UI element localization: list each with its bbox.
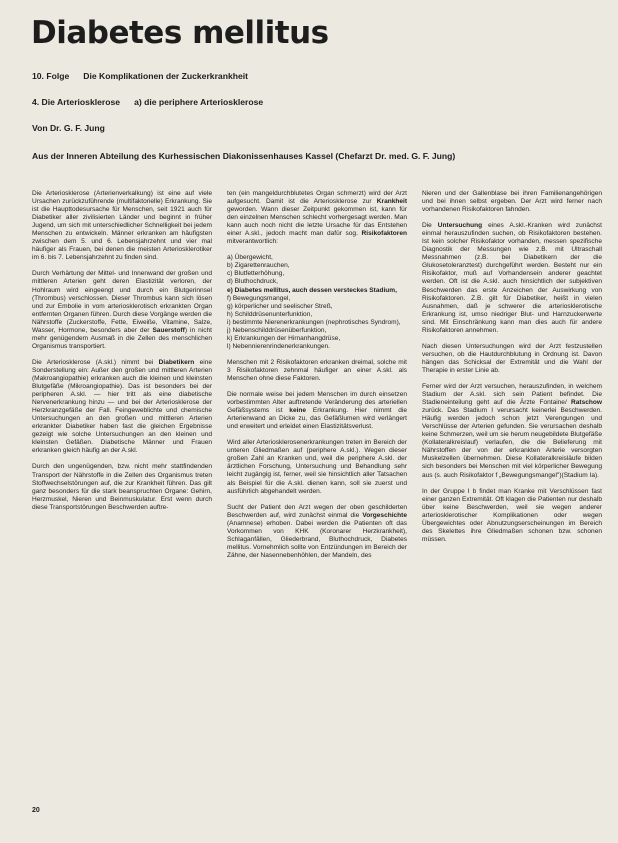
list-item: f) Bewegungsmangel, (227, 294, 291, 302)
paragraph: Nieren und der Gallenblase bei ihren Familienangehörigen und bei ihnen selbst ergeben. Der Arzt wird ferner nach vorhandenen Risikofaktoren fahnden. (422, 190, 602, 214)
paragraph: Die Arteriosklerose (Arterienverkalkung) ist eine auf viele Ursachen zurückzuführende (multifaktorielle) Erkrankung. Sie ist die Haupttodesursache für Menschen, seit 1921 auch für Diabetiker aller zivilisierten Länder und beginnt in früher Jugend, um sich mit unterschiedlicher Schnelligkeit bei jedem Menschen zu entwickeln. Männer erkranken am häufigsten zwischen dem 5. und 6. Lebensjahrzehnt und vier mal häufiger als Frauen, bei denen die meisten Arteriosklerotiker im 6. bis 7. Lebensjahrzehnt zu finden sind. (32, 190, 212, 262)
list-item: a) Übergewicht, (227, 254, 273, 262)
series-line (32, 71, 248, 82)
column-1 (32, 190, 212, 806)
article-body (32, 190, 602, 806)
list-item: j) Nebenschilddrüsenüberfunktion, (227, 326, 327, 334)
column-2 (227, 190, 407, 806)
paragraph: ten (ein mangeldurchblutetes Organ schmerzt) wird der Arzt aufgesucht. Damit ist die Arteriosklerose zur Krankheit geworden. Wann dieser Zeitpunkt gekommen ist, kann für den einzelnen Menschen schlecht vorhergesagt werden. Man kann auch noch nicht die letzte Ursache für das Entstehen einer A.skl., jedoch macht man dafür sog. Risikofaktoren mitverantwortlich: (227, 190, 407, 246)
list-item: i) bestimmte Nierenerkrankungen (nephrotisches Syndrom), (227, 318, 401, 326)
paragraph: Menschen mit 2 Risikofaktoren erkranken dreimal, solche mit 3 Risikofaktoren zehnmal häufiger an einer A.skl. als Menschen ohne diese Faktoren. (227, 358, 407, 382)
section-name: a) die periphere Arteriosklerose (134, 97, 264, 107)
paragraph: Die Untersuchung eines A.skl.-Kranken wird zunächst einmal herauszufinden suchen, ob Risikofaktoren bestehen. Ist kein solcher Risikofaktor vorhanden, messen spezifische Diagnostik der Messungen wie z.B. mit Ultraschall Messnahmen (z.B. bei Diabetikern der die Glukosetoleranztest) durchgeführt werden. Besteht nur ein Risikofaktor, muß auf Vorhandensein anderer geachtet werden. Oft ist die A.skl. auch hinsichtlich der subjektiven Beschwerden das erste Anzeichen der Auswirkung von Risikofaktoren. Z.B. gilt für Diabetiker, heißt in vielen Ausnahmen, daß je schwerer die arteriosklerotische Erkrankung ist, umso niedriger Blut- und Harnzuckerwerte sind. Mit Einschränkung kann man dies auch für andere Risikofaktoren annehmen. (422, 222, 602, 334)
list-item: e) Diabetes mellitus, auch dessen versteckes Stadium, (227, 286, 397, 294)
chapter-line (32, 97, 263, 108)
risk-factor-list (227, 254, 407, 351)
article-title: Diabetes mellitus (31, 15, 329, 51)
paragraph: Wird aller Arteriosklerosenerkrankungen treten im Bereich der unteren Gliedmaßen auf (periphere A.skl.). Wegen dieser großen Zahl an Kranken und, weil die periphere A.skl. der ärztlichen Forschung, Untersuchung und Behandlung sehr leicht zugängig ist, ferner, weil sie hinsichtlich aller Tatsachen als Beispiel für die A.skl. dienen kann, soll sie zuerst und ausführlich abgehandelt werden. (227, 439, 407, 495)
paragraph: In der Gruppe I b findet man Kranke mit Verschlüssen fast einer ganzen Extremität. Oft klagen die Patienten nur deshalb über keine Beschwerden, weil sie wegen anderer arteriosklerotischer Komplikationen oder wegen Übergewichtes oder Abnutzungserscheinungen im Bereich des Skelettes ihre Gliedmaßen schonen bzw. schonen müssen. (422, 487, 602, 543)
paragraph: Die normale weise bei jedem Menschen im durch einsetzen vorbestimmten Alter auftretende Veränderung des arteriellen Gefäßsystems ist keine Erkrankung. Hier nimmt die Arterienwand an Dicke zu, das Gefäßlumen wird verlängert und erweitert und erleidet einen Elastizitätsverlust. (227, 391, 407, 431)
column-3 (422, 190, 602, 806)
list-item: b) Zigarettenrauchen, (227, 262, 290, 270)
paragraph: Die Arteriosklerose (A.skl.) nimmt bei Diabetikern eine Sonderstellung ein: Außer den großen und mittleren Arterien (Makroangiopathie) erkranken auch die kleinen und kleinsten Blutgefäße (Mikroangiopathie). Das ist besonders bei der peripheren A.skl. — hier tritt als eine diabetische Nervenerkrankung hinzu — und bei der Arteriosklerose der Herzkranzgefäße der Fall. Feingeweblichte und chemische Untersuchungen an den großen und mittleren Arterien erkrankter Diabetiker haben fast die gleichen Ergebnisse gezeigt wie solche Untersuchungen an den kleinen und kleinsten Gefäßen. Diabetische Männer und Frauen erkranken gleich häufig an der A.skl. (32, 358, 212, 455)
series-topic: Die Komplikationen der Zuckerkrankheit (83, 71, 249, 81)
list-item: d) Bluthochdruck, (227, 278, 278, 286)
chapter-name: 4. Die Arteriosklerose (32, 97, 121, 107)
paragraph: Durch den ungenügenden, bzw. nicht mehr stattfindenden Transport der Nährstoffe in die Zellen des Organismus treten Stoffwechselstörungen auf, die zur Krankheit führen. Das gilt ganz besonders für die stark beanspruchten Organe: Gehirn, Herzmuskel, Nieren und Beinmuskulatur. Erst wenn durch diese Transportstörungen Beschwerden auftre- (32, 463, 212, 511)
paragraph: Durch Verhärtung der Mittel- und Innenwand der großen und mittleren Arterien geht deren Elastizität verloren, der Hohlraum wird eingeengt und durch ein Blutgerinnsel (Thrombus) verschlossen. Dieser Thrombus kann sich lösen und zur Embolie in vom arteriosklerotisch erkrankten Organ entfernten Organen führen. Durch diese Vorgänge werden die Nährstoffe (Zuckerstoffe, Fette, Eiweiße, Vitamine, Salze, Wasser, Hormone, besonders aber der Sauerstoff) in nicht mehr genügendem Ausmaß in die Zellen des menschlichen Organismus transportiert. (32, 270, 212, 350)
paragraph: Ferner wird der Arzt versuchen, herauszufinden, in welchem Stadium der A.skl. sich sein Patient befindet. Die Stadieneinteilung geht auf die Ärzte Fontaine/ Ratschow zurück. Das Stadium I verursacht keinerlei Beschwerden. Häufig werden jedoch schon jetzt Verengungen und Verschlüsse der Arterien gefunden. Sie verursachen deshalb keine Schmerzen, weil um sie herum neugebildete Blutgefäße (Kollateralkreislauf) verlaufen, die die Belieferung mit Nährstoffen der von der erkrankten Arterie versorgten Muskelzellen übernehmen. Diese Kollateralkreisläufe bilden sich besonders bei Menschen mit viel körperlicher Bewegung aus (s. auch Risikofaktor f „Bewegungsmangel")(Stadium Ia). (422, 382, 602, 479)
list-item: k) Erkrankungen der Hirnanhangdrüse, (227, 334, 341, 342)
list-item: l) Nebennierenrindenerkrankungen. (227, 342, 330, 350)
institution-line: Aus der Inneren Abteilung des Kurhessischen Diakonissenhauses Kassel (Chefarzt Dr. med. G. F. Jung) (32, 151, 456, 161)
author-line: Von Dr. G. F. Jung (32, 123, 105, 133)
series-part: 10. Folge (32, 71, 70, 81)
list-item: h) Schilddrüsenunterfunktion, (227, 310, 313, 318)
list-item: c) Blutfetterhöhung, (227, 270, 285, 278)
paragraph: Nach diesen Untersuchungen wird der Arzt festzustellen versuchen, ob die Hautdurchblutung in Ordnung ist. Davon hängen das Schicksal der Extremität und die Wahl der Therapie in erster Linie ab. (422, 342, 602, 374)
page-number: 20 (32, 807, 40, 814)
list-item: g) körperlicher und seelischer Streß, (227, 302, 333, 310)
paragraph: Sucht der Patient den Arzt wegen der oben geschilderten Beschwerden auf, wird zunächst einmal die Vorgeschichte (Anamnese) erhoben. Dabei werden die Patienten oft das Vorkommen von KHK (Koronarer Herzkrankheit), Schlaganfällen, Gliederbrand, Bluthochdruck, Diabetes mellitus. Vornehmlich sollte von Entzündungen im Bereich der Zähne, der Nasennebenhöhlen, der Mandeln, des (227, 503, 407, 559)
